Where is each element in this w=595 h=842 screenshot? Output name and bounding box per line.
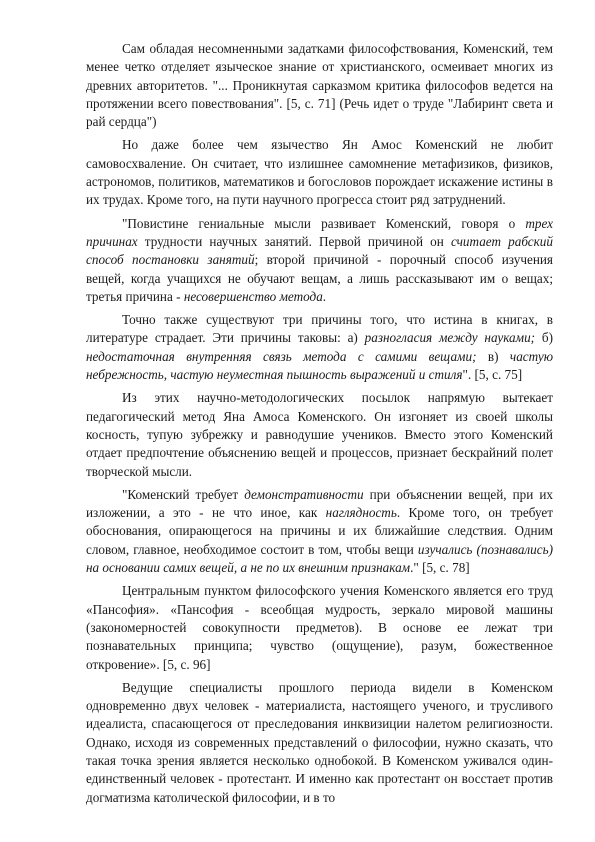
paragraph [86,582,553,673]
italic-text: разногласия между науками; [364,330,536,346]
text-segment: в) [476,348,510,364]
text-segment: . [322,288,327,304]
text-segment: трудности научных занятий. Первой причиной он [137,233,451,249]
italic-text: трех причинах [86,215,553,249]
italic-text: несовершенство метода [183,288,323,304]
text-segment: "Коменский требует [122,486,245,502]
text-segment: Ведущие специалисты прошлого периода видели в Коменском одновременно двух человек - материалиста, настоящего ученого, и трусливого идеалиста, спасающегося от преследования инквизиции налетом религиозности. Однако, исходя из современных представлений о философии, нужно сказать, что такая точка зрения является несколько однобокой. В Коменском уживался один-единственный человек - протестант. И именно как протестант он восстает против догматизма католической философии, и в то [86,679,553,805]
document-page [86,40,553,807]
paragraph [86,486,553,577]
text-segment: "Повистине гениальные мысли развивает Коменский, говоря о [122,215,526,231]
paragraph [86,40,553,131]
text-segment: Сам обладая несомненными задатками философствования, Коменский, тем менее четко отделяет языческое знание от христианского, осмеивает многих из древних авторитетов. "... Проникнутая сарказмом критика философов ведется на протяжении всего повествования". [5, с. 71] (Речь идет о труде "Лабиринт света и рай сердца") [86,41,553,130]
text-segment: ". [5, с. 75] [462,367,523,383]
text-segment: Точно также существуют три причины того, что истина в книгах, в литературе страдает. Эти причины таковы: а) [86,312,553,346]
paragraph [86,389,553,480]
italic-text: частую небрежность, частую неуместная пышность выражений и стиля [86,348,553,383]
italic-text: наглядность [325,505,397,521]
text-segment: при объяснении вещей, при их изложении, а это - не что иное, как [86,486,554,521]
paragraph [86,679,553,807]
text-segment: Центральным пунктом философского учения Коменского является его труд «Пансофия». «Пансофия - всеобщая мудрость, зеркало мировой машины (закономерностей совокупности предметов). В основе ее лежат три познавательных принципа; чувство (ощущение), разум, божественное откровение». [5, с. 96] [86,583,553,672]
text-segment: б) [535,330,553,346]
text-segment: ; второй причиной - порочный способ изучения вещей, когда учащихся не обучают вещам, а лишь рассказывают им о вещах; третья причина - [86,252,553,304]
paragraph [86,215,553,306]
italic-text: считает рабский способ постановки занятий [86,233,553,268]
italic-text: недостаточная внутренняя связь метода с самими вещами; [86,348,477,364]
paragraph [86,311,553,384]
paragraph [86,136,553,209]
text-segment: . Кроме того, он требует обоснования, опирающегося на причины и их ближайшие следствия. Одним словом, главное, необходимое состоит в том, чтобы вещи [86,505,553,557]
italic-text: демонстративности [244,486,364,502]
text-segment: Но даже более чем язычество Ян Амос Коменский не любит самовосхваление. Он считает, что излишнее самомнение метафизиков, физиков, астрономов, политиков, математиков и богословов порождает искажение истины в их трудах. Кроме того, на пути научного прогресса стоит ряд затруднений. [86,137,553,208]
text-segment: Из этих научно-методологических посылок напрямую вытекает педагогический метод Яна Амоса Коменского. Он изгоняет из своей школы косность, тупую зубрежку и равнодушие учеников. Вместо этого Коменский отдает предпочтение объяснению вещей и процессов, признает бескрайний полет творческой мысли. [86,390,553,479]
italic-text: изучались (познавались) на основании самих вещей, а не по их внешним признакам [86,541,554,576]
text-segment: ." [5, с. 78] [410,560,470,576]
